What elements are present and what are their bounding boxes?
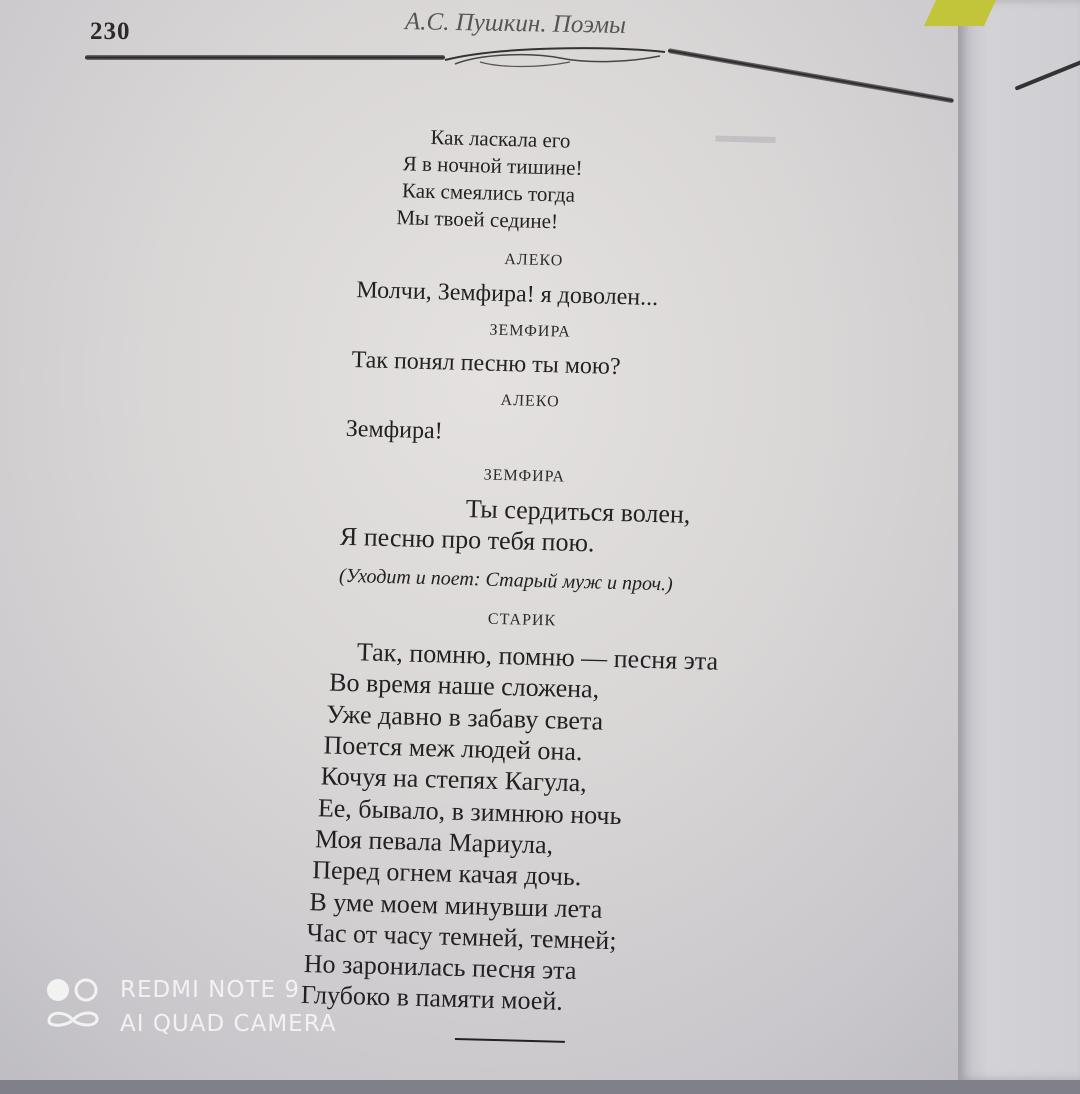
speaker-name: АЛЕКО bbox=[500, 391, 560, 411]
poem-line: Ты сердиться волен, bbox=[465, 494, 691, 529]
poem-line: Ее, бывало, в зимнюю ночь bbox=[317, 793, 622, 831]
speaker-name: ЗЕМФИРА bbox=[483, 466, 566, 486]
poem-line: Молчи, Земфира! я доволен... bbox=[356, 277, 659, 312]
stage-direction: (Уходит и поет: Старый муж и проч.) bbox=[338, 564, 674, 596]
poem-line: Кочуя на степях Кагула, bbox=[320, 761, 588, 798]
poem-line: Но заронилась песня эта bbox=[303, 948, 577, 986]
bleed-through-text: ▬▬▬ bbox=[715, 124, 776, 149]
poem-line: Как ласкала его bbox=[430, 124, 571, 153]
page-number: 230 bbox=[90, 18, 131, 45]
poem-line: Мы твоей седине! bbox=[396, 205, 559, 234]
poem-line: Я в ночной тишине! bbox=[402, 151, 583, 180]
poem-line: Так, помню, помню — песня эта bbox=[356, 637, 719, 676]
poem-line: Перед огнем качая дочь. bbox=[311, 855, 582, 892]
poem-line: Поется меж людей она. bbox=[323, 730, 583, 767]
poem-line: Как смеялись тогда bbox=[401, 178, 576, 207]
poem-line: Моя певала Мариула, bbox=[314, 824, 554, 860]
poem-line: Я песню про тебя пою. bbox=[339, 521, 595, 558]
watermark-model: REDMI NOTE 9 bbox=[120, 977, 300, 1003]
poem-line: Час от часу темней, темней; bbox=[306, 918, 617, 956]
watermark-camera: AI QUAD CAMERA bbox=[120, 1011, 337, 1037]
speaker-name: ЗЕМФИРА bbox=[489, 321, 572, 341]
speaker-name: АЛЕКО bbox=[504, 250, 564, 270]
running-head: А.С. Пушкин. Поэмы bbox=[404, 8, 627, 39]
section-divider bbox=[455, 1038, 565, 1043]
poem-line: Земфира! bbox=[345, 415, 444, 445]
poem-line: Уже давно в забаву света bbox=[325, 699, 604, 736]
speaker-name: СТАРИК bbox=[487, 610, 557, 630]
poem-line: Так понял песню ты мою? bbox=[351, 347, 621, 381]
camera-lens-icon bbox=[45, 975, 101, 1031]
poem-line: Во время наше сложена, bbox=[328, 667, 600, 704]
poem-line: Глубоко в памяти моей. bbox=[300, 979, 564, 1016]
poem-line: В уме моем минувши лета bbox=[309, 887, 603, 924]
